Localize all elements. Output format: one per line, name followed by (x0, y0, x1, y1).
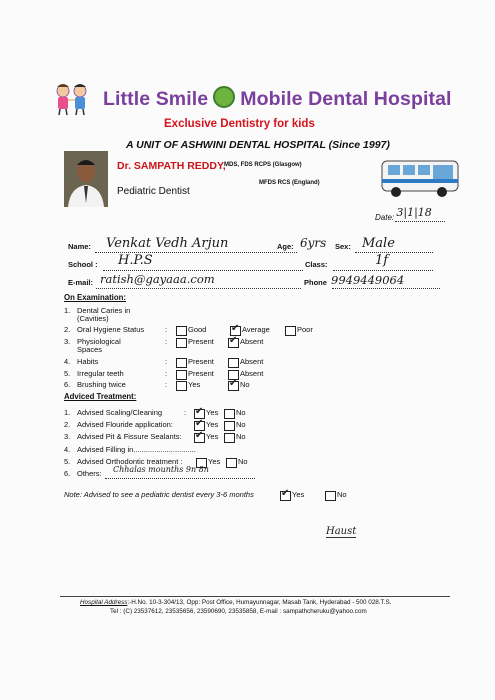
item-label-2: (Cavities) (77, 314, 109, 323)
check-mark-icon: ✔ (195, 406, 204, 417)
tooth-badge-icon (213, 86, 235, 108)
email-label: E-mail: (68, 278, 94, 287)
kids-logo-icon (47, 82, 99, 116)
note-no-label: No (337, 490, 347, 499)
item-number: 6. (64, 469, 71, 478)
phone-field[interactable]: 9949449064 (331, 273, 405, 287)
exam-3-absent-label: Absent (240, 337, 264, 346)
exam-5-absent-label: Absent (240, 369, 264, 378)
item-label: Dental Caries in (77, 306, 131, 315)
advised-3-yes-label: Yes (206, 432, 219, 441)
check-mark-icon: ✔ (229, 378, 238, 389)
item-number: 1. (64, 408, 71, 417)
others-line (105, 478, 255, 479)
hospital-title: Little Smile Mobile Dental Hospital (103, 88, 452, 110)
exam-4-absent-checkbox[interactable] (228, 358, 239, 368)
item-number: 4. (64, 445, 71, 454)
exam-6-no-label: No (240, 380, 250, 389)
advised-3-yes-checkbox[interactable] (194, 430, 205, 443)
check-mark-icon: ✔ (195, 418, 204, 429)
doctor-qualifications: MDS, FDS RCPS (Glasgow) (224, 162, 302, 168)
exam-5-present-checkbox[interactable] (176, 370, 187, 380)
check-mark-icon: ✔ (195, 430, 204, 441)
footer-contact: Tel : (C) 23537612, 23535656, 23590690, 23535858, E-mail : sampathcheruku@yahoo.com (110, 608, 367, 615)
advised-2-no-checkbox[interactable] (224, 421, 235, 431)
exam-2-good-label: Good (188, 325, 207, 334)
exam-4-absent-label: Absent (240, 357, 264, 366)
exam-2-poor-checkbox[interactable] (285, 326, 296, 336)
exam-6-yes-checkbox[interactable] (176, 381, 187, 391)
advised-heading: Adviced Treatment: (64, 392, 137, 401)
item-number: 4. (64, 357, 71, 366)
advised-2-no-label: No (236, 420, 246, 429)
exam-2-good-checkbox[interactable] (176, 326, 187, 336)
item-label-2: Spaces (77, 345, 103, 354)
class-field[interactable]: 1f (375, 253, 389, 268)
doctor-qualifications-2: MFDS RCS (England) (259, 180, 320, 186)
advised-1-yes-label: Yes (206, 408, 219, 417)
sex-field[interactable]: Male (362, 236, 395, 251)
doctor-role: Pediatric Dentist (117, 186, 190, 197)
doctor-name: Dr. SAMPATH REDDY, (117, 160, 226, 172)
advised-5-yes-label: Yes (208, 457, 221, 466)
examination-heading: On Examination: (64, 293, 126, 302)
item-label: Others: (77, 469, 102, 478)
exam-6-yes-label: Yes (188, 380, 201, 389)
item-label: Advised Orthodontic treatment : (77, 457, 183, 466)
check-mark-icon: ✔ (229, 335, 238, 346)
date-label: Date: (375, 213, 395, 222)
mobile-bus-icon (380, 153, 462, 201)
advised-1-no-checkbox[interactable] (224, 409, 235, 419)
item-number: 2. (64, 325, 71, 334)
item-label: Habits (77, 357, 99, 366)
age-label: Age: (277, 242, 294, 251)
date-value: 3|1|18 (396, 206, 432, 219)
footer-divider (60, 596, 450, 597)
exam-6-no-checkbox[interactable] (228, 378, 239, 391)
item-label: Advised Flouride application: (77, 420, 173, 429)
signature: Haust (326, 526, 357, 537)
exam-5-present-label: Present (188, 369, 214, 378)
item-colon: : (165, 337, 168, 346)
exam-3-present-label: Present (188, 337, 214, 346)
item-number: 6. (64, 380, 71, 389)
footer-address: Hospital Address:-H.No. 10-3-304/13, Opp: Post Office, Humayunnagar, Masab Tank, Hyderabad - 500 028.T.S. (80, 599, 392, 606)
item-colon: : (165, 357, 168, 366)
exam-3-absent-checkbox[interactable] (228, 335, 239, 348)
advised-2-yes-label: Yes (206, 420, 219, 429)
name-label: Name: (68, 242, 91, 251)
note-yes-checkbox[interactable] (280, 488, 291, 501)
sex-label: Sex: (335, 242, 351, 251)
advised-3-no-label: No (236, 432, 246, 441)
name-field[interactable]: Venkat Vedh Arjun (106, 236, 229, 251)
item-colon: : (165, 369, 168, 378)
check-mark-icon: ✔ (231, 323, 240, 334)
phone-label: Phone (304, 278, 327, 287)
item-number: 3. (64, 432, 71, 441)
item-label: Irregular teeth (77, 369, 124, 378)
subtitle: Exclusive Dentistry for kids (164, 118, 315, 130)
item-number: 2. (64, 420, 71, 429)
item-number: 5. (64, 369, 71, 378)
exam-4-present-label: Present (188, 357, 214, 366)
advised-3-no-checkbox[interactable] (224, 433, 235, 443)
item-number: 1. (64, 306, 71, 315)
class-label: Class: (305, 260, 328, 269)
note-no-checkbox[interactable] (325, 491, 336, 501)
advised-1-no-label: No (236, 408, 246, 417)
item-label: Advised Scaling/Cleaning (77, 408, 163, 417)
item-label: Advised Pit & Fissure Sealants: (77, 432, 182, 441)
others-field[interactable]: Chhalas mounths 9n 8n (113, 465, 209, 474)
exam-3-present-checkbox[interactable] (176, 338, 187, 348)
school-field[interactable]: H.P.S (118, 253, 153, 268)
item-label: Oral Hygiene Status (77, 325, 145, 334)
item-number: 3. (64, 337, 71, 346)
doctor-photo (64, 151, 108, 207)
exam-2-poor-label: Poor (297, 325, 313, 334)
school-label: School : (68, 260, 98, 269)
age-field[interactable]: 6yrs (300, 236, 327, 250)
exam-4-present-checkbox[interactable] (176, 358, 187, 368)
item-colon: : (184, 408, 187, 417)
item-colon: : (165, 380, 168, 389)
unit-line: A UNIT OF ASHWINI DENTAL HOSPITAL (Since 1997) (126, 139, 390, 151)
item-colon: : (165, 325, 168, 334)
item-label: Brushing twice (77, 380, 126, 389)
email-field[interactable]: ratish@gayaaa.com (100, 272, 215, 286)
note-yes-label: Yes (292, 490, 305, 499)
note-text: Note: Advised to see a pediatric dentist every 3-6 months (64, 490, 254, 499)
exam-2-average-label: Average (242, 325, 270, 334)
item-label: Physiological (77, 337, 121, 346)
item-label: Advised Filling in.............................. (77, 445, 196, 454)
advised-5-no-label: No (238, 457, 248, 466)
item-number: 5. (64, 457, 71, 466)
check-mark-icon: ✔ (281, 488, 290, 499)
advised-5-no-checkbox[interactable] (226, 458, 237, 468)
